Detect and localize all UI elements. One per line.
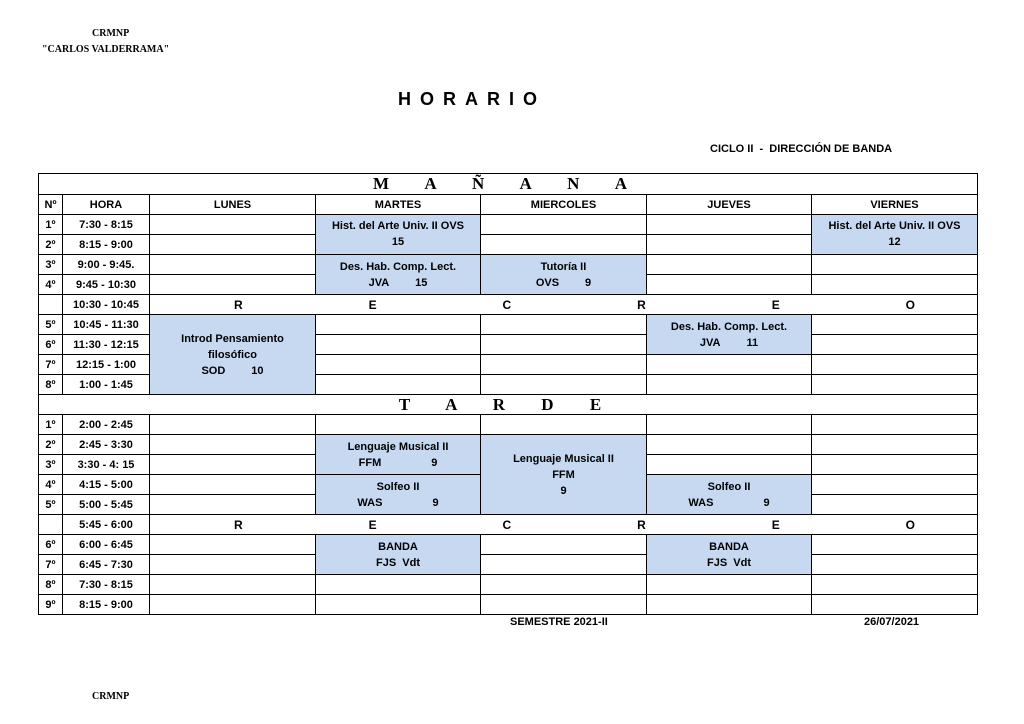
class-cell xyxy=(480,434,646,514)
empty-cell xyxy=(480,214,646,234)
recreo-letter: E xyxy=(368,517,377,532)
empty-cell xyxy=(480,234,646,254)
class-cell xyxy=(315,434,480,474)
row-number: 8º xyxy=(38,374,62,394)
empty-cell xyxy=(480,374,646,394)
row-number: 5º xyxy=(38,314,62,334)
empty-cell xyxy=(315,374,480,394)
empty-cell xyxy=(149,454,315,474)
col-header-martes: MARTES xyxy=(315,194,480,214)
recreo-letter: R xyxy=(637,297,646,312)
empty-cell xyxy=(149,234,315,254)
page-title: HORARIO xyxy=(398,89,546,109)
empty-cell xyxy=(811,554,977,574)
class-cell xyxy=(315,254,480,294)
date-label: 26/07/2021 xyxy=(864,616,920,628)
row-number: 5º xyxy=(38,494,62,514)
empty-cell xyxy=(811,454,977,474)
col-header-hora: HORA xyxy=(62,194,149,214)
empty-cell xyxy=(811,374,977,394)
empty-cell xyxy=(811,494,977,514)
class-code: FFM xyxy=(358,456,382,469)
class-name: Introd Pensamiento filosófico xyxy=(181,332,284,361)
row-time: 10:45 - 11:30 xyxy=(62,314,149,334)
empty-cell xyxy=(811,254,977,274)
recreo-letter: R xyxy=(234,517,243,532)
empty-cell xyxy=(149,214,315,234)
section-morning: M A Ñ A N A xyxy=(38,173,977,194)
col-header-n: Nº xyxy=(38,194,62,214)
class-count: 9 xyxy=(432,496,439,509)
empty-cell xyxy=(149,494,315,514)
row-number: 6º xyxy=(38,334,62,354)
empty-cell xyxy=(149,554,315,574)
empty-cell xyxy=(646,454,811,474)
class-name: Des. Hab. Comp. Lect. xyxy=(670,320,788,333)
recreo-break xyxy=(149,514,977,534)
empty-cell xyxy=(480,414,646,434)
institution-short: CRMNP xyxy=(92,28,130,39)
recreo-letter: E xyxy=(771,517,780,532)
class-count: 15 xyxy=(391,236,405,248)
class-code: WAS xyxy=(688,496,714,509)
empty-cell xyxy=(811,354,977,374)
empty-cell xyxy=(149,414,315,434)
empty-cell xyxy=(811,414,977,434)
class-cell xyxy=(480,254,646,294)
recreo-letter: C xyxy=(502,297,512,312)
empty-cell xyxy=(646,374,811,394)
recreo-letter: R xyxy=(234,297,243,312)
class-code: OVS xyxy=(535,276,560,289)
empty-cell xyxy=(646,214,811,234)
empty-cell xyxy=(811,434,977,454)
class-count: 15 xyxy=(415,276,428,289)
class-code: JVA xyxy=(699,336,721,349)
empty-cell xyxy=(480,574,646,594)
class-code: FFM xyxy=(552,468,575,481)
footer-institution: CRMNP xyxy=(92,691,130,702)
recreo-letter: O xyxy=(905,297,915,312)
row-number: 4º xyxy=(38,274,62,294)
col-header-lunes: LUNES xyxy=(149,194,315,214)
empty-cell xyxy=(315,334,480,354)
class-cell xyxy=(646,314,811,354)
class-name: Lenguaje Musical II xyxy=(347,440,449,453)
class-name: BANDA xyxy=(378,540,418,553)
empty-cell xyxy=(811,474,977,494)
class-code: FJS Vdt xyxy=(375,556,420,569)
row-time: 2:45 - 3:30 xyxy=(62,434,149,454)
recreo-break xyxy=(149,294,977,314)
class-cell xyxy=(315,214,480,254)
recreo-letter: E xyxy=(771,297,780,312)
class-name: BANDA xyxy=(709,540,749,553)
empty-cell xyxy=(480,314,646,334)
class-code: FJS Vdt xyxy=(706,556,751,569)
row-time: 1:00 - 1:45 xyxy=(62,374,149,394)
row-time: 8:15 - 9:00 xyxy=(62,594,149,614)
empty-cell xyxy=(646,254,811,274)
row-number: 3º xyxy=(38,254,62,274)
empty-cell xyxy=(646,354,811,374)
class-count: 10 xyxy=(251,364,264,377)
recreo-letter: R xyxy=(637,517,646,532)
row-time: 5:45 - 6:00 xyxy=(62,514,149,534)
row-number: 3º xyxy=(38,454,62,474)
class-cell xyxy=(315,534,480,574)
row-number: 4º xyxy=(38,474,62,494)
class-code: JVA xyxy=(368,276,390,289)
empty-cell xyxy=(149,274,315,294)
empty-cell xyxy=(646,434,811,454)
row-time: 11:30 - 12:15 xyxy=(62,334,149,354)
empty-cell xyxy=(646,274,811,294)
empty-cell xyxy=(480,334,646,354)
institution-name: "CARLOS VALDERRAMA" xyxy=(42,44,170,55)
row-time: 9:00 - 9:45. xyxy=(62,254,149,274)
col-header-viernes: VIERNES xyxy=(811,194,977,214)
row-time: 7:30 - 8:15 xyxy=(62,214,149,234)
class-count: 9 xyxy=(585,276,592,289)
empty-cell xyxy=(811,574,977,594)
row-number: 1º xyxy=(38,214,62,234)
empty-cell xyxy=(315,414,480,434)
row-time: 9:45 - 10:30 xyxy=(62,274,149,294)
class-count: 9 xyxy=(763,496,770,509)
row-number: 7º xyxy=(38,354,62,374)
empty-cell xyxy=(149,434,315,454)
empty-cell xyxy=(646,414,811,434)
class-name: Des. Hab. Comp. Lect. xyxy=(339,260,457,273)
empty-cell xyxy=(811,534,977,554)
class-cell xyxy=(646,474,811,514)
class-code: WAS xyxy=(357,496,383,509)
empty-cell xyxy=(315,594,480,614)
row-time: 3:30 - 4: 15 xyxy=(62,454,149,474)
class-name: Tutoría II xyxy=(540,260,587,273)
row-number xyxy=(38,294,62,314)
recreo-letter: O xyxy=(905,517,915,532)
empty-cell xyxy=(149,594,315,614)
empty-cell xyxy=(315,354,480,374)
schedule-table xyxy=(38,173,978,615)
semester-label: SEMESTRE 2021-II xyxy=(510,616,608,628)
row-time: 8:15 - 9:00 xyxy=(62,234,149,254)
class-count: 9 xyxy=(431,456,438,469)
row-time: 12:15 - 1:00 xyxy=(62,354,149,374)
row-time: 5:00 - 5:45 xyxy=(62,494,149,514)
row-time: 4:15 - 5:00 xyxy=(62,474,149,494)
empty-cell xyxy=(811,274,977,294)
row-number: 2º xyxy=(38,234,62,254)
cycle-label: CICLO II - DIRECCIÓN DE BANDA xyxy=(710,143,893,155)
class-code: SOD xyxy=(201,364,226,377)
row-number: 2º xyxy=(38,434,62,454)
class-cell xyxy=(811,214,977,254)
empty-cell xyxy=(149,474,315,494)
empty-cell xyxy=(480,594,646,614)
empty-cell xyxy=(149,254,315,274)
recreo-letter: C xyxy=(502,517,512,532)
row-number: 1º xyxy=(38,414,62,434)
row-time: 2:00 - 2:45 xyxy=(62,414,149,434)
class-name: Solfeo II xyxy=(376,480,420,493)
class-name: Solfeo II xyxy=(707,480,751,493)
empty-cell xyxy=(646,574,811,594)
class-cell xyxy=(149,314,315,394)
class-count: 11 xyxy=(746,336,759,349)
empty-cell xyxy=(149,574,315,594)
row-number: 6º xyxy=(38,534,62,554)
recreo-letter: E xyxy=(368,297,377,312)
class-cell xyxy=(315,474,480,514)
row-number xyxy=(38,514,62,534)
class-name: Hist. del Arte Univ. II OVS xyxy=(828,220,961,232)
row-time: 7:30 - 8:15 xyxy=(62,574,149,594)
row-number: 9º xyxy=(38,594,62,614)
empty-cell xyxy=(315,314,480,334)
row-time: 10:30 - 10:45 xyxy=(62,294,149,314)
class-cell xyxy=(646,534,811,574)
row-number: 8º xyxy=(38,574,62,594)
row-time: 6:45 - 7:30 xyxy=(62,554,149,574)
empty-cell xyxy=(811,314,977,334)
empty-cell xyxy=(315,574,480,594)
col-header-jueves: JUEVES xyxy=(646,194,811,214)
col-header-miercoles: MIERCOLES xyxy=(480,194,646,214)
class-count: 9 xyxy=(560,484,567,497)
row-number: 7º xyxy=(38,554,62,574)
class-name: Hist. del Arte Univ. II OVS xyxy=(331,220,465,232)
empty-cell xyxy=(480,534,646,554)
empty-cell xyxy=(811,334,977,354)
class-name: Lenguaje Musical II xyxy=(513,452,614,465)
empty-cell xyxy=(480,354,646,374)
empty-cell xyxy=(811,594,977,614)
section-afternoon: T A R D E xyxy=(38,394,977,414)
row-time: 6:00 - 6:45 xyxy=(62,534,149,554)
class-count: 12 xyxy=(888,236,901,248)
empty-cell xyxy=(480,554,646,574)
empty-cell xyxy=(646,234,811,254)
empty-cell xyxy=(149,534,315,554)
empty-cell xyxy=(646,594,811,614)
